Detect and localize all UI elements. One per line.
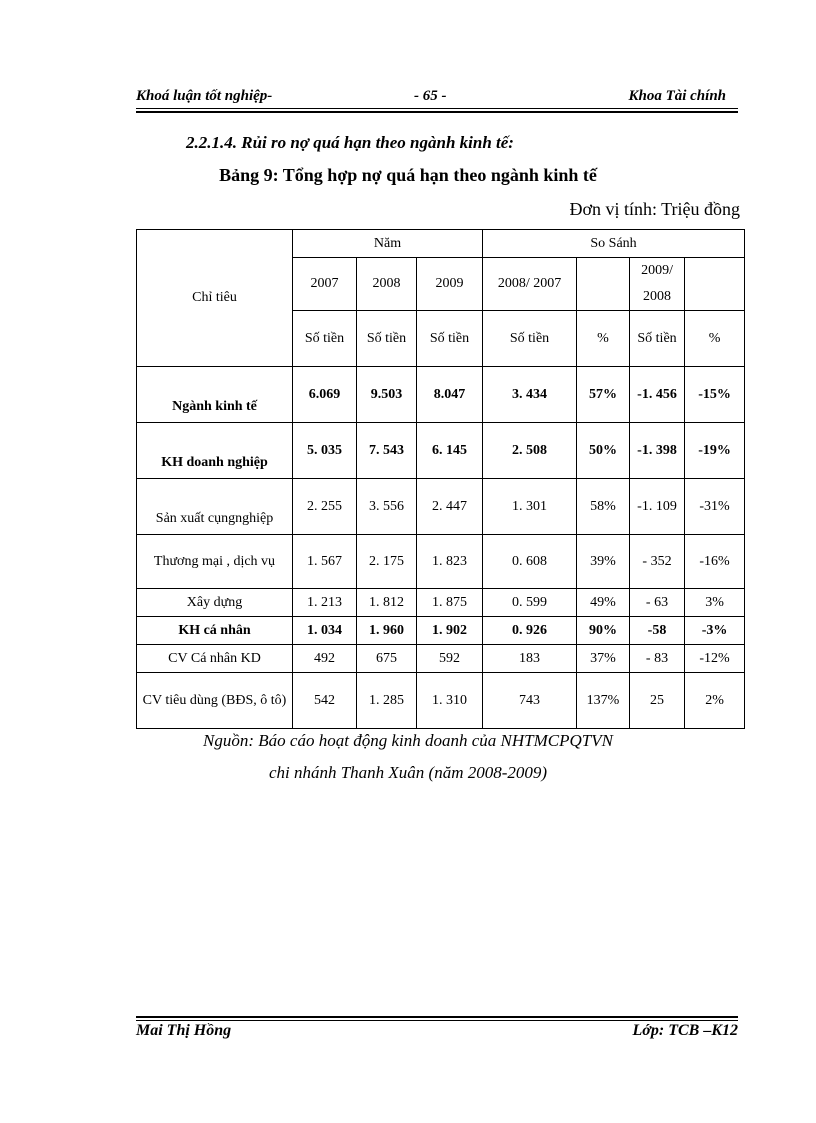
- table-row: [137, 645, 745, 673]
- cell: 25: [630, 673, 685, 729]
- row-label: Sản xuất cụngnghiệp: [137, 479, 293, 535]
- cell: -16%: [685, 535, 745, 589]
- cell: -58: [630, 617, 685, 645]
- cell: 183: [483, 645, 577, 673]
- cell: 6.069: [293, 367, 357, 423]
- amount-header: Số tiền: [417, 311, 483, 367]
- cell: 1. 875: [417, 589, 483, 617]
- cell: 5. 035: [293, 423, 357, 479]
- cell: 1. 034: [293, 617, 357, 645]
- cell: 0. 599: [483, 589, 577, 617]
- amount-header: Số tiền: [630, 311, 685, 367]
- percent-header: %: [685, 311, 745, 367]
- table-row: [137, 479, 745, 535]
- row-label: CV Cá nhân KD: [137, 645, 293, 673]
- cell: 1. 812: [357, 589, 417, 617]
- cell: 50%: [577, 423, 630, 479]
- amount-header: Số tiền: [483, 311, 577, 367]
- cell: 3%: [685, 589, 745, 617]
- cell: 137%: [577, 673, 630, 729]
- cell: 492: [293, 645, 357, 673]
- cell: 8.047: [417, 367, 483, 423]
- table-row: [137, 423, 745, 479]
- cell: 1. 567: [293, 535, 357, 589]
- cell: 1. 310: [417, 673, 483, 729]
- indicator-header: Chỉ tiêu: [137, 230, 293, 367]
- cell: -19%: [685, 423, 745, 479]
- cell: - 352: [630, 535, 685, 589]
- page-number: - 65 -: [414, 88, 447, 104]
- year-group-header: Năm: [293, 230, 483, 258]
- row-label: KH cá nhân: [137, 617, 293, 645]
- cell: 1. 285: [357, 673, 417, 729]
- author-name: Mai Thị Hồng: [136, 1022, 232, 1039]
- cell: 743: [483, 673, 577, 729]
- header-rule-thin: [136, 108, 738, 109]
- cell: 2. 508: [483, 423, 577, 479]
- table-row: [137, 673, 745, 729]
- year-2008-header: 2008: [357, 258, 417, 311]
- page-header: [136, 86, 738, 110]
- cell: 9.503: [357, 367, 417, 423]
- cell: 1. 823: [417, 535, 483, 589]
- class-label: Lớp: TCB –K12: [632, 1022, 738, 1039]
- footer-rule-thick: [136, 1016, 738, 1018]
- cell: 57%: [577, 367, 630, 423]
- cell: 1. 960: [357, 617, 417, 645]
- header-rule-thick: [136, 111, 738, 113]
- source-line-1: Nguồn: Báo cáo hoạt động kinh doanh của NHTMCPQTVN: [203, 731, 613, 750]
- table-row: [137, 367, 745, 423]
- row-label: Xây dựng: [137, 589, 293, 617]
- footer-rule-thin: [136, 1020, 738, 1021]
- cell: -12%: [685, 645, 745, 673]
- cell: 39%: [577, 535, 630, 589]
- blank-header: [577, 258, 630, 311]
- year-2007-header: 2007: [293, 258, 357, 311]
- row-label: CV tiêu dùng (BĐS, ô tô): [137, 673, 293, 729]
- compare-2008-2007-header: 2008/ 2007: [483, 258, 577, 311]
- cell: 6. 145: [417, 423, 483, 479]
- row-label: KH doanh nghiệp: [137, 423, 293, 479]
- row-label: Thương mại , dịch vụ: [137, 535, 293, 589]
- cell: -31%: [685, 479, 745, 535]
- cell: 0. 608: [483, 535, 577, 589]
- cell: 592: [417, 645, 483, 673]
- table-row: [137, 617, 745, 645]
- table-row: [137, 589, 745, 617]
- amount-header: Số tiền: [293, 311, 357, 367]
- cell: 1. 213: [293, 589, 357, 617]
- cell: 2. 255: [293, 479, 357, 535]
- cell: 675: [357, 645, 417, 673]
- row-label: Ngành kinh tế: [137, 367, 293, 423]
- percent-header: %: [577, 311, 630, 367]
- cell: -1. 109: [630, 479, 685, 535]
- debt-table: [136, 229, 745, 729]
- blank-header: [685, 258, 745, 311]
- cell: 58%: [577, 479, 630, 535]
- table-title: Bảng 9: Tổng hợp nợ quá hạn theo ngành kinh tế: [219, 165, 597, 185]
- cell: 3. 434: [483, 367, 577, 423]
- amount-header: Số tiền: [357, 311, 417, 367]
- cell: 49%: [577, 589, 630, 617]
- cell: - 63: [630, 589, 685, 617]
- unit-label: Đơn vị tính: Triệu đồng: [569, 199, 740, 219]
- header-right: Khoa Tài chính: [628, 88, 726, 104]
- cell: 2. 175: [357, 535, 417, 589]
- compare-2009-2008-header: 2009/ 2008: [630, 258, 685, 311]
- cell: 7. 543: [357, 423, 417, 479]
- table-row: [137, 535, 745, 589]
- year-2009-header: 2009: [417, 258, 483, 311]
- cell: 2. 447: [417, 479, 483, 535]
- cell: - 83: [630, 645, 685, 673]
- cell: 3. 556: [357, 479, 417, 535]
- cell: -3%: [685, 617, 745, 645]
- cell: -1. 456: [630, 367, 685, 423]
- cell: -15%: [685, 367, 745, 423]
- cell: 2%: [685, 673, 745, 729]
- cell: -1. 398: [630, 423, 685, 479]
- cell: 1. 301: [483, 479, 577, 535]
- cell: 37%: [577, 645, 630, 673]
- header-left: Khoá luận tốt nghiệp-: [136, 88, 273, 104]
- cell: 90%: [577, 617, 630, 645]
- cell: 1. 902: [417, 617, 483, 645]
- compare-group-header: So Sánh: [483, 230, 745, 258]
- section-title: 2.2.1.4. Rủi ro nợ quá hạn theo ngành kinh tế:: [186, 133, 514, 152]
- cell: 542: [293, 673, 357, 729]
- source-line-2: chi nhánh Thanh Xuân (năm 2008-2009): [268, 763, 548, 782]
- cell: 0. 926: [483, 617, 577, 645]
